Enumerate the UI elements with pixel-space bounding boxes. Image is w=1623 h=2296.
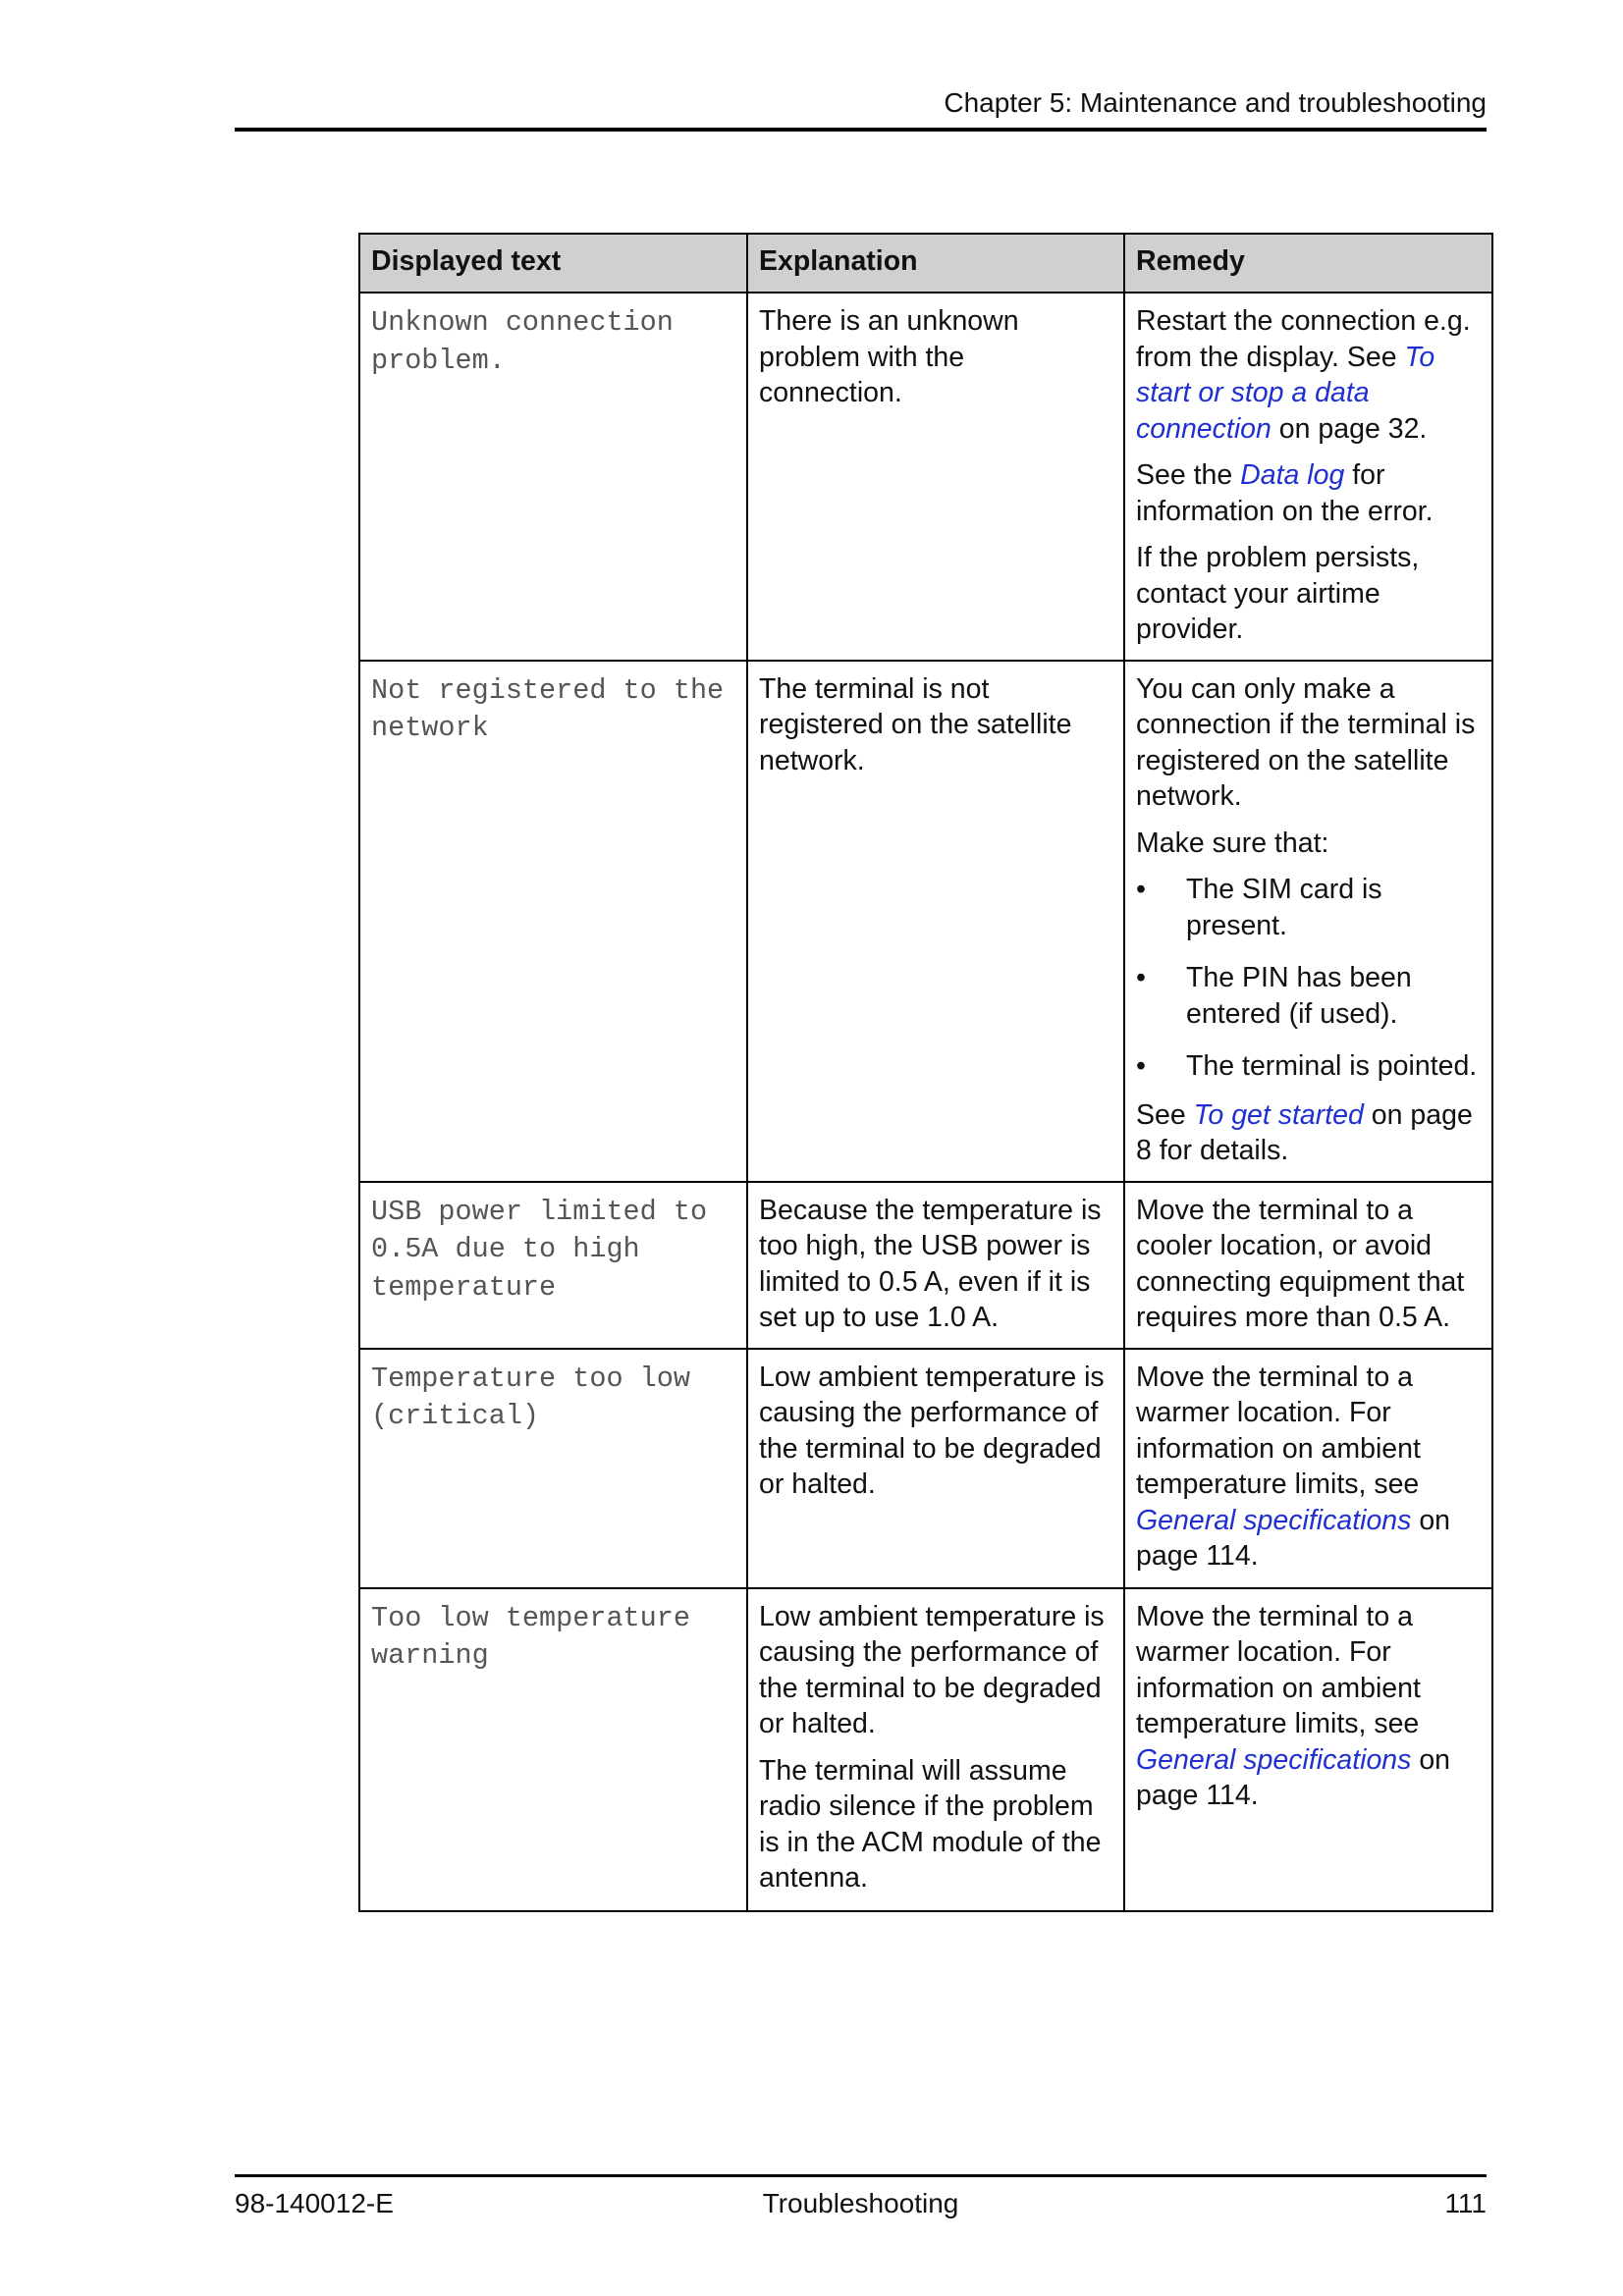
remedy-cell xyxy=(1124,1349,1492,1588)
displayed-message: Temperature too low (critical) xyxy=(371,1362,690,1432)
remedy-text: Move the terminal to a warmer location. For information on ambient temperature limits, see xyxy=(1136,1361,1421,1500)
remedy-text: Restart the connection e.g. from the display. See xyxy=(1136,305,1471,373)
remedy-paragraph xyxy=(1136,1599,1482,1814)
remedy-cell xyxy=(1124,293,1492,661)
explanation-cell xyxy=(747,1182,1124,1349)
bullet-icon: • xyxy=(1136,1050,1146,1082)
remedy-paragraph: You can only make a connection if the terminal is registered on the satellite network. xyxy=(1136,672,1476,812)
bullet-icon: • xyxy=(1136,874,1146,905)
list-item xyxy=(1136,872,1482,943)
table-row xyxy=(359,661,1492,1182)
remedy-text: on page 32. xyxy=(1271,412,1428,445)
displayed-text-cell xyxy=(359,1349,747,1588)
column-header-remedy: Remedy xyxy=(1124,234,1492,293)
remedy-paragraph xyxy=(1136,1360,1482,1575)
page-header xyxy=(235,86,1487,132)
list-item-text: The PIN has been entered (if used). xyxy=(1186,962,1412,1030)
cross-reference-link[interactable]: General specifications xyxy=(1136,1743,1412,1776)
explanation-text: The terminal will assume radio silence if the problem is in the ACM module of the antenna. xyxy=(759,1754,1102,1894)
page-number: 111 xyxy=(1444,2188,1487,2218)
explanation-cell xyxy=(747,661,1124,1182)
document-id: 98-140012-E xyxy=(235,2188,394,2218)
remedy-paragraph xyxy=(1136,303,1482,447)
displayed-message: Not registered to the network xyxy=(371,673,725,744)
remedy-cell xyxy=(1124,661,1492,1182)
displayed-text-cell xyxy=(359,661,747,1182)
explanation-cell xyxy=(747,1349,1124,1588)
column-header-explanation: Explanation xyxy=(747,234,1124,293)
footer-section-title: Troubleshooting xyxy=(762,2188,959,2218)
remedy-paragraph: Make sure that: xyxy=(1136,827,1329,859)
table-row xyxy=(359,1182,1492,1349)
list-item-text: The terminal is pointed. xyxy=(1186,1050,1478,1082)
explanation-cell xyxy=(747,1588,1124,1911)
remedy-text: See xyxy=(1136,1098,1194,1131)
page-footer xyxy=(235,2187,1487,2220)
column-header-displayed-text: Displayed text xyxy=(359,234,747,293)
explanation-text: Low ambient temperature is causing the performance of the terminal to be degraded or halted. xyxy=(759,1361,1105,1500)
displayed-text-cell xyxy=(359,1588,747,1911)
list-item xyxy=(1136,960,1482,1032)
remedy-paragraph xyxy=(1136,457,1482,529)
displayed-message: Too low temperature warning xyxy=(371,1601,690,1672)
remedy-cell xyxy=(1124,1588,1492,1911)
remedy-paragraph: Move the terminal to a cooler location, or avoid connecting equipment that requires more than 0.5 A. xyxy=(1136,1194,1465,1333)
displayed-text-cell xyxy=(359,293,747,661)
remedy-paragraph: If the problem persists, contact your airtime provider. xyxy=(1136,542,1420,645)
remedy-text: See the xyxy=(1136,459,1241,491)
header-rule xyxy=(235,128,1487,132)
bullet-icon: • xyxy=(1136,962,1146,993)
explanation-text: Because the temperature is too high, the USB power is limited to 0.5 A, even if it is set up to use 1.0 A. xyxy=(759,1194,1102,1333)
cross-reference-link[interactable]: Data log xyxy=(1240,459,1345,491)
remedy-text: on page 114. xyxy=(1136,1504,1451,1572)
remedy-text: on page 8 for details. xyxy=(1136,1098,1473,1166)
footer-rule xyxy=(235,2174,1487,2177)
explanation-cell xyxy=(747,293,1124,661)
cross-reference-link[interactable]: General specifications xyxy=(1136,1504,1412,1536)
displayed-text-cell xyxy=(359,1182,747,1349)
table-row xyxy=(359,1588,1492,1911)
requirement-list xyxy=(1136,872,1482,1085)
explanation-text: There is an unknown problem with the connection. xyxy=(759,305,1019,408)
remedy-text: for information on the error. xyxy=(1136,459,1434,527)
cross-reference-link[interactable]: To start or stop a data connection xyxy=(1136,341,1435,445)
chapter-title: Chapter 5: Maintenance and troubleshooting xyxy=(944,87,1487,118)
table-row xyxy=(359,293,1492,661)
displayed-message: Unknown connection problem. xyxy=(371,306,674,377)
displayed-message: USB power limited to 0.5A due to high temperature xyxy=(371,1195,708,1304)
remedy-cell xyxy=(1124,1182,1492,1349)
list-item xyxy=(1136,1048,1482,1085)
list-item-text: The SIM card is present. xyxy=(1186,874,1382,941)
remedy-text: on page 114. xyxy=(1136,1743,1451,1811)
troubleshooting-table xyxy=(358,233,1493,1912)
remedy-text: Move the terminal to a warmer location. For information on ambient temperature limits, see xyxy=(1136,1600,1421,1739)
table-header-row xyxy=(359,234,1492,293)
table-row xyxy=(359,1349,1492,1588)
cross-reference-link[interactable]: To get started xyxy=(1193,1098,1364,1131)
explanation-text: The terminal is not registered on the satellite network. xyxy=(759,672,1072,776)
explanation-text: Low ambient temperature is causing the performance of the terminal to be degraded or halted. xyxy=(759,1600,1105,1739)
remedy-paragraph xyxy=(1136,1097,1482,1169)
